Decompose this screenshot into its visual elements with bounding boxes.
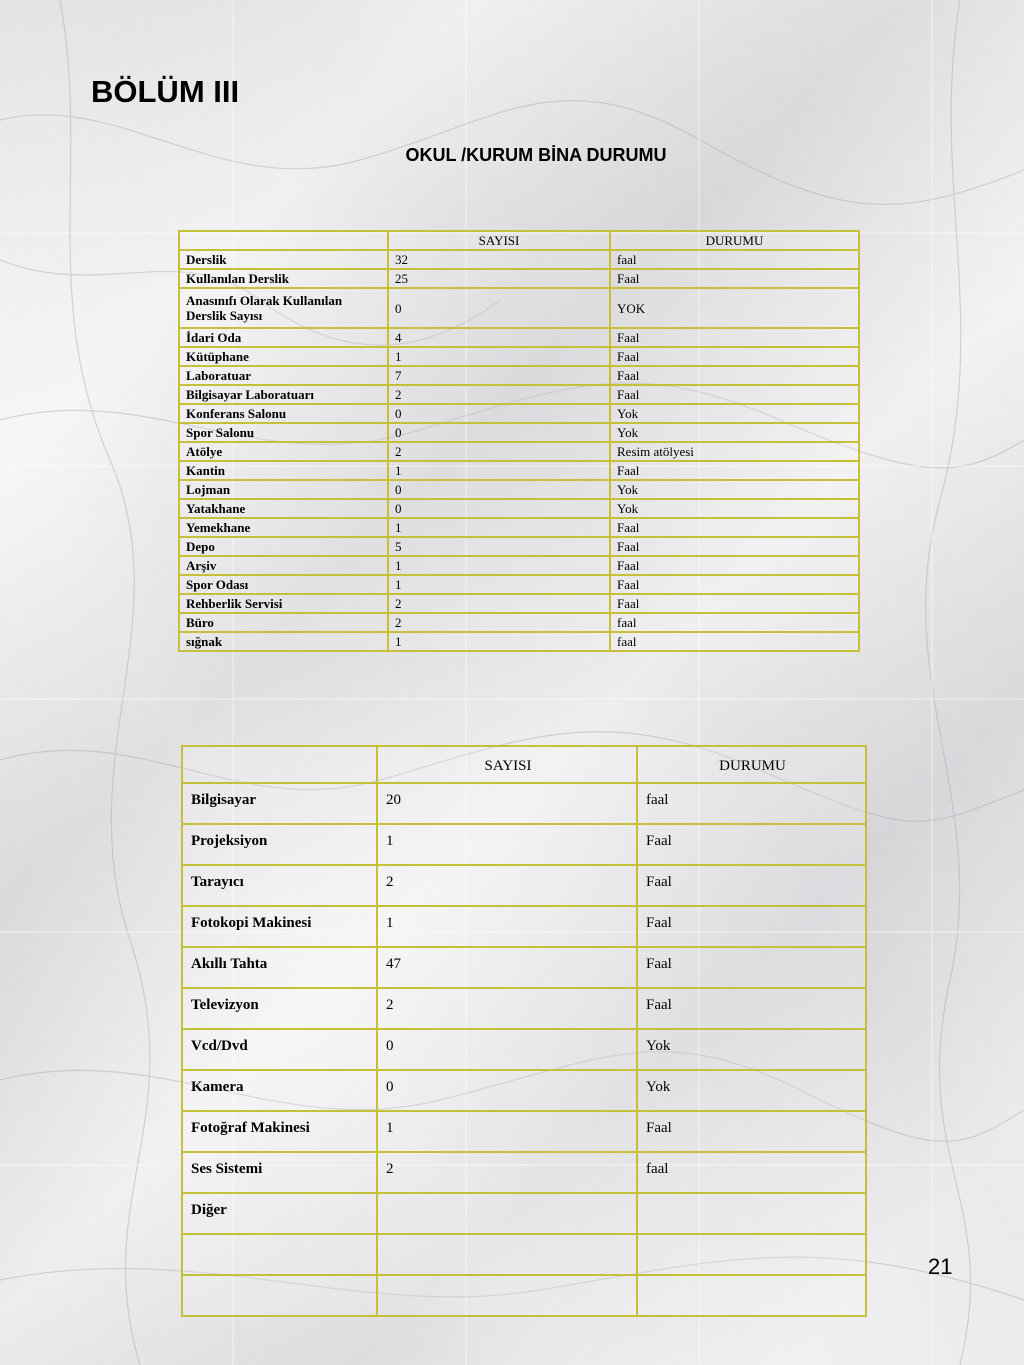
row-name-cell: Derslik	[179, 250, 388, 269]
header-name	[182, 746, 377, 783]
row-name-cell: Ses Sistemi	[182, 1152, 377, 1193]
row-count-cell: 7	[388, 366, 610, 385]
row-status-cell: Faal	[610, 575, 859, 594]
row-count-cell	[377, 1234, 637, 1275]
table-row	[182, 1234, 866, 1275]
row-count-cell: 0	[388, 480, 610, 499]
row-count-cell: 2	[377, 988, 637, 1029]
section-heading: BÖLÜM III	[91, 74, 240, 109]
row-name-cell: Spor Salonu	[179, 423, 388, 442]
table-row	[179, 288, 859, 328]
row-name-cell: Televizyon	[182, 988, 377, 1029]
row-count-cell: 1	[377, 1111, 637, 1152]
row-name-cell: Kantin	[179, 461, 388, 480]
page-title: OKUL /KURUM BİNA DURUMU	[405, 145, 667, 165]
row-name-cell: Konferans Salonu	[179, 404, 388, 423]
row-status-cell: Faal	[610, 328, 859, 347]
row-status-cell: Faal	[610, 594, 859, 613]
row-status-cell: Faal	[610, 537, 859, 556]
equipment-status-table	[181, 745, 867, 1317]
row-count-cell: 1	[377, 906, 637, 947]
row-status-cell: Faal	[610, 269, 859, 288]
row-count-cell: 5	[388, 537, 610, 556]
row-name-cell: Kamera	[182, 1070, 377, 1111]
row-status-cell: Faal	[637, 865, 866, 906]
row-status-cell: Yok	[637, 1029, 866, 1070]
table-row	[182, 1070, 866, 1111]
row-count-cell: 1	[388, 461, 610, 480]
row-name-cell: Bilgisayar	[182, 783, 377, 824]
row-status-cell: Faal	[637, 824, 866, 865]
row-status-cell: Faal	[610, 347, 859, 366]
row-status-cell: Resim atölyesi	[610, 442, 859, 461]
row-count-cell: 0	[377, 1029, 637, 1070]
row-name-cell: Fotokopi Makinesi	[182, 906, 377, 947]
table-row	[179, 537, 859, 556]
row-status-cell: Faal	[637, 906, 866, 947]
table-row	[179, 250, 859, 269]
table-row	[182, 1152, 866, 1193]
row-count-cell: 0	[377, 1070, 637, 1111]
row-name-cell	[182, 1234, 377, 1275]
row-status-cell: Yok	[610, 499, 859, 518]
row-name-cell: Spor Odası	[179, 575, 388, 594]
row-count-cell: 1	[388, 556, 610, 575]
row-name-cell: Rehberlik Servisi	[179, 594, 388, 613]
row-status-cell: Yok	[610, 423, 859, 442]
row-name-cell: İdari Oda	[179, 328, 388, 347]
row-count-cell: 2	[388, 594, 610, 613]
table-row	[182, 947, 866, 988]
row-name-cell: Depo	[179, 537, 388, 556]
row-count-cell: 0	[388, 404, 610, 423]
table-header-row	[182, 746, 866, 783]
row-count-cell: 2	[388, 613, 610, 632]
table-row	[182, 783, 866, 824]
table-row	[182, 1193, 866, 1234]
row-status-cell: Yok	[610, 480, 859, 499]
table-row	[179, 347, 859, 366]
table-row	[179, 499, 859, 518]
header-status: DURUMU	[637, 746, 866, 783]
row-status-cell: Yok	[637, 1070, 866, 1111]
row-name-cell: sığnak	[179, 632, 388, 651]
row-status-cell: faal	[637, 1152, 866, 1193]
table-row	[179, 518, 859, 537]
row-count-cell	[377, 1193, 637, 1234]
table-row	[182, 865, 866, 906]
table-row	[179, 423, 859, 442]
table-row	[179, 632, 859, 651]
row-count-cell: 4	[388, 328, 610, 347]
row-name-cell: Diğer	[182, 1193, 377, 1234]
row-status-cell: Faal	[610, 556, 859, 575]
row-name-cell: Kullanılan Derslik	[179, 269, 388, 288]
table-row	[179, 556, 859, 575]
row-count-cell: 0	[388, 288, 610, 328]
table-row	[182, 1275, 866, 1316]
row-name-cell: Fotoğraf Makinesi	[182, 1111, 377, 1152]
row-count-cell: 47	[377, 947, 637, 988]
row-status-cell	[637, 1275, 866, 1316]
row-name-cell: Akıllı Tahta	[182, 947, 377, 988]
row-name-cell: Laboratuar	[179, 366, 388, 385]
row-status-cell: Faal	[610, 366, 859, 385]
table-row	[182, 1029, 866, 1070]
table-row	[179, 575, 859, 594]
row-name-cell: Tarayıcı	[182, 865, 377, 906]
row-status-cell	[637, 1234, 866, 1275]
header-count: SAYISI	[377, 746, 637, 783]
table-row	[182, 988, 866, 1029]
row-count-cell: 0	[388, 499, 610, 518]
row-count-cell: 25	[388, 269, 610, 288]
row-status-cell: Faal	[637, 988, 866, 1029]
table-row	[179, 328, 859, 347]
row-name-cell: Yatakhane	[179, 499, 388, 518]
table-row	[179, 366, 859, 385]
row-name-cell: Anasınıfı Olarak Kullanılan Derslik Sayısı	[179, 288, 388, 328]
header-name	[179, 231, 388, 250]
row-name-cell: Lojman	[179, 480, 388, 499]
row-name-cell: Atölye	[179, 442, 388, 461]
table-row	[179, 613, 859, 632]
row-name-cell: Bilgisayar Laboratuarı	[179, 385, 388, 404]
row-count-cell	[377, 1275, 637, 1316]
table-row	[182, 1111, 866, 1152]
row-name-cell: Arşiv	[179, 556, 388, 575]
row-status-cell: Faal	[610, 518, 859, 537]
header-status: DURUMU	[610, 231, 859, 250]
row-count-cell: 32	[388, 250, 610, 269]
table-row	[179, 442, 859, 461]
row-status-cell: faal	[610, 250, 859, 269]
table-row	[182, 906, 866, 947]
row-count-cell: 2	[388, 442, 610, 461]
table-row	[182, 824, 866, 865]
row-status-cell: Faal	[610, 461, 859, 480]
row-name-cell: Vcd/Dvd	[182, 1029, 377, 1070]
equipment-table-body	[182, 783, 866, 1316]
row-status-cell: Faal	[637, 947, 866, 988]
row-count-cell: 1	[388, 575, 610, 594]
table-row	[179, 385, 859, 404]
row-status-cell: faal	[610, 613, 859, 632]
row-status-cell: faal	[637, 783, 866, 824]
table-header-row	[179, 231, 859, 250]
row-status-cell: Faal	[637, 1111, 866, 1152]
header-count: SAYISI	[388, 231, 610, 250]
building-table-body	[179, 250, 859, 651]
row-status-cell: YOK	[610, 288, 859, 328]
table-row	[179, 480, 859, 499]
row-count-cell: 1	[388, 347, 610, 366]
row-name-cell: Kütüphane	[179, 347, 388, 366]
page-number: 21	[928, 1254, 953, 1279]
row-count-cell: 20	[377, 783, 637, 824]
row-name-cell: Yemekhane	[179, 518, 388, 537]
building-status-table	[178, 230, 860, 652]
row-name-cell: Büro	[179, 613, 388, 632]
row-count-cell: 2	[388, 385, 610, 404]
row-status-cell: faal	[610, 632, 859, 651]
row-count-cell: 1	[388, 518, 610, 537]
row-status-cell: Yok	[610, 404, 859, 423]
table-row	[179, 269, 859, 288]
row-status-cell: Faal	[610, 385, 859, 404]
row-name-cell: Projeksiyon	[182, 824, 377, 865]
row-count-cell: 0	[388, 423, 610, 442]
row-count-cell: 2	[377, 1152, 637, 1193]
table-row	[179, 461, 859, 480]
row-name-cell	[182, 1275, 377, 1316]
row-count-cell: 2	[377, 865, 637, 906]
table-row	[179, 594, 859, 613]
row-count-cell: 1	[388, 632, 610, 651]
row-status-cell	[637, 1193, 866, 1234]
table-row	[179, 404, 859, 423]
row-count-cell: 1	[377, 824, 637, 865]
